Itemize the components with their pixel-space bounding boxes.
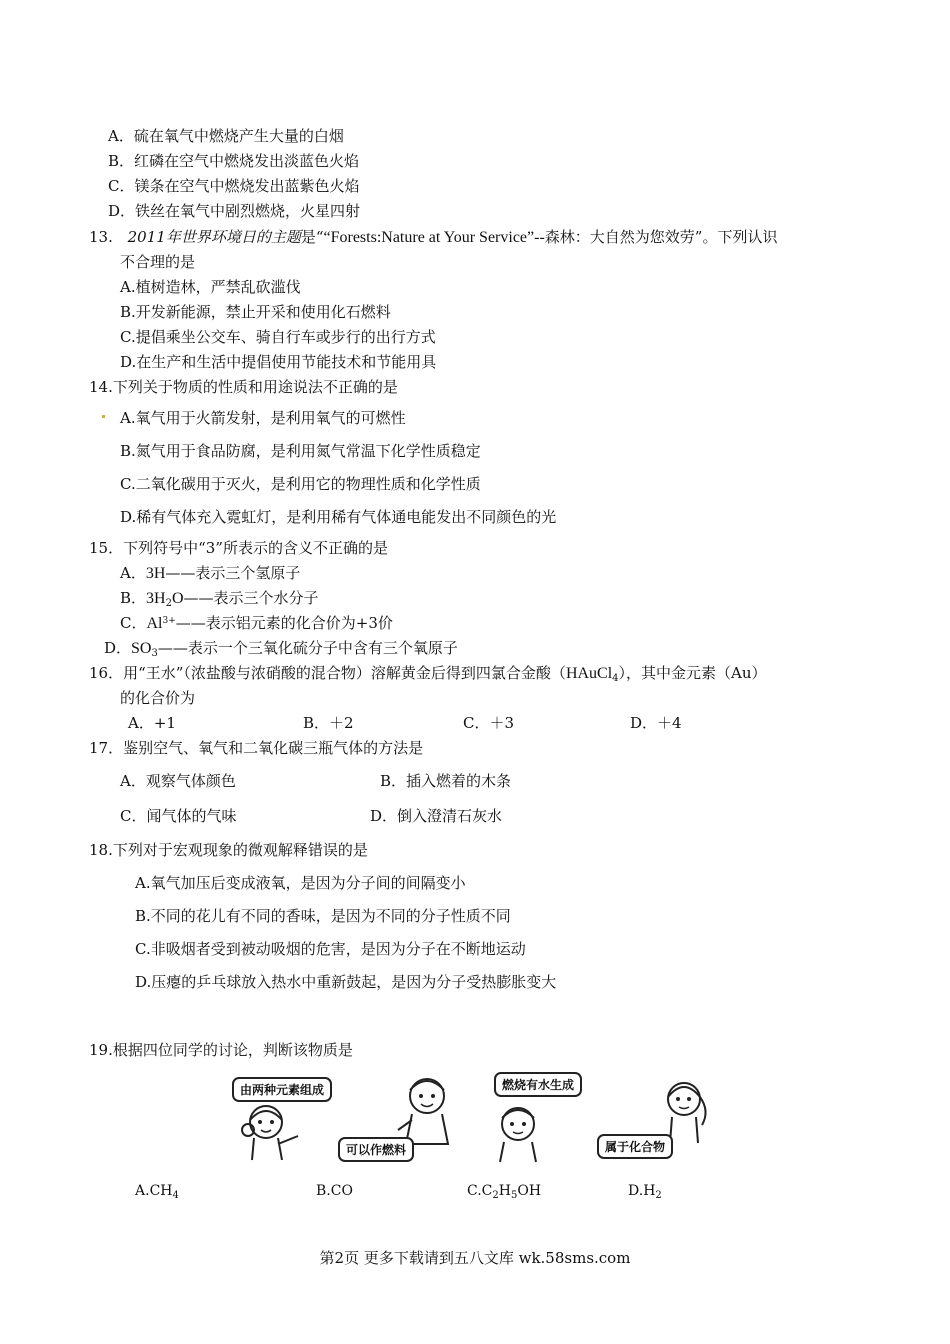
margin-dot xyxy=(102,415,105,418)
q14-stem: 14.下列关于物质的性质和用途说法不正确的是 xyxy=(89,378,398,396)
q18-option-b: B.不同的花儿有不同的香味，是因为不同的分子性质不同 xyxy=(135,907,511,925)
q14-option-d: D.稀有气体充入霓虹灯，是利用稀有气体通电能发出不同颜色的光 xyxy=(120,508,557,526)
q17-option-b: B．插入燃着的木条 xyxy=(380,772,512,790)
q19-option-c: $C.C_2H_5OH$ xyxy=(467,1183,542,1201)
q18-option-d: D.压瘪的乒乓球放入热水中重新鼓起，是因为分子受热膨胀变大 xyxy=(135,973,557,991)
q16-option-c: C．＋3 xyxy=(463,714,515,732)
q14-option-b: B.氮气用于食品防腐，是利用氮气常温下化学性质稳定 xyxy=(120,442,481,460)
q13-english: “Forests:Nature at Your Service”-- xyxy=(323,229,545,246)
q18-option-c: C.非吸烟者受到被动吸烟的危害，是因为分子在不断地运动 xyxy=(135,940,526,958)
q13-stem-line2: 不合理的是 xyxy=(120,253,196,271)
speech-bubble-1: 由两种元素组成 xyxy=(232,1077,332,1102)
q12-option-b: B．红磷在空气中燃烧发出淡蓝色火焰 xyxy=(108,152,360,170)
q13-option-a: A.植树造林，严禁乱砍滥伐 xyxy=(120,278,301,296)
q13-option-b: B.开发新能源，禁止开采和使用化石燃料 xyxy=(120,303,391,321)
q12-option-d: D．铁丝在氧气中剧烈燃烧，火星四射 xyxy=(108,202,361,220)
q17-option-a: A．观察气体颜色 xyxy=(120,772,236,790)
speech-bubble-3: 燃烧有水生成 xyxy=(494,1072,582,1097)
q13-stem-b: 森林：大自然为您效劳”。下列认识 xyxy=(544,228,778,246)
student-boy-2-figure xyxy=(488,1102,548,1164)
q17-option-d: D．倒入澄清石灰水 xyxy=(370,807,503,825)
q15-option-b: B．$3H_2O——$表示三个水分子 xyxy=(120,589,319,609)
q12-option-c: C．镁条在空气中燃烧发出蓝紫色火焰 xyxy=(108,177,360,195)
page-footer: 第2页 更多下载请到五八文库 wk.58sms.com xyxy=(319,1249,631,1267)
q19-option-a: $A.CH_4$ xyxy=(135,1183,179,1201)
q17-stem: 17．鉴别空气、氧气和二氧化碳三瓶气体的方法是 xyxy=(89,739,424,757)
q13-number: 13. xyxy=(89,228,113,246)
q13-stem-a: 是“ xyxy=(300,228,324,246)
q16-option-d: D．＋4 xyxy=(630,714,682,732)
student-boy-1-figure xyxy=(392,1072,462,1147)
speech-bubble-2: 可以作燃料 xyxy=(338,1137,414,1162)
q13-option-d: D.在生产和生活中提倡使用节能技术和节能用具 xyxy=(120,353,437,371)
q14-option-c: C.二氧化碳用于灭火，是利用它的物理性质和化学性质 xyxy=(120,475,481,493)
q15-option-a: A．3H——表示三个氢原子 xyxy=(120,564,301,582)
q18-option-a: A.氧气加压后变成液氧，是因为分子间的间隔变小 xyxy=(135,874,466,892)
q12-option-a: A．硫在氧气中燃烧产生大量的白烟 xyxy=(108,127,344,145)
q16-option-a: A．+1 xyxy=(128,714,176,732)
q19-option-d: $D.H_2$ xyxy=(628,1183,662,1201)
q18-stem: 18.下列对于宏观现象的微观解释错误的是 xyxy=(89,841,368,859)
q14-option-a: A.氧气用于火箭发射，是利用氧气的可燃性 xyxy=(120,409,406,427)
q16-stem-line2: 的化合价为 xyxy=(120,689,196,707)
speech-bubble-4: 属于化合物 xyxy=(597,1134,673,1159)
q13-stem xyxy=(89,227,777,248)
q13-italic-theme: 2011年世界环境日的主题 xyxy=(127,228,301,246)
q17-option-c: C．闻气体的气味 xyxy=(120,807,237,825)
q15-option-c: C．$Al^{3+}——$表示铝元素的化合价为+3价 xyxy=(120,614,393,632)
q15-option-d: D．$SO_3——$表示一个三氧化硫分子中含有三个氧原子 xyxy=(104,639,458,659)
q13-option-c: C.提倡乘坐公交车、骑自行车或步行的出行方式 xyxy=(120,328,436,346)
student-girl-1-figure xyxy=(236,1100,306,1162)
q16-stem: 16．用“王水”（浓盐酸与浓硝酸的混合物）溶解黄金后得到四氯合金酸（HAuCl$_4$），其中金元素（Au） xyxy=(89,664,767,684)
q16-option-b: B．＋2 xyxy=(303,714,354,732)
q19-option-b: B.CO xyxy=(316,1183,353,1199)
q15-stem: 15．下列符号中“3”所表示的含义不正确的是 xyxy=(89,539,388,557)
q19-stem: 19.根据四位同学的讨论，判断该物质是 xyxy=(89,1041,353,1059)
